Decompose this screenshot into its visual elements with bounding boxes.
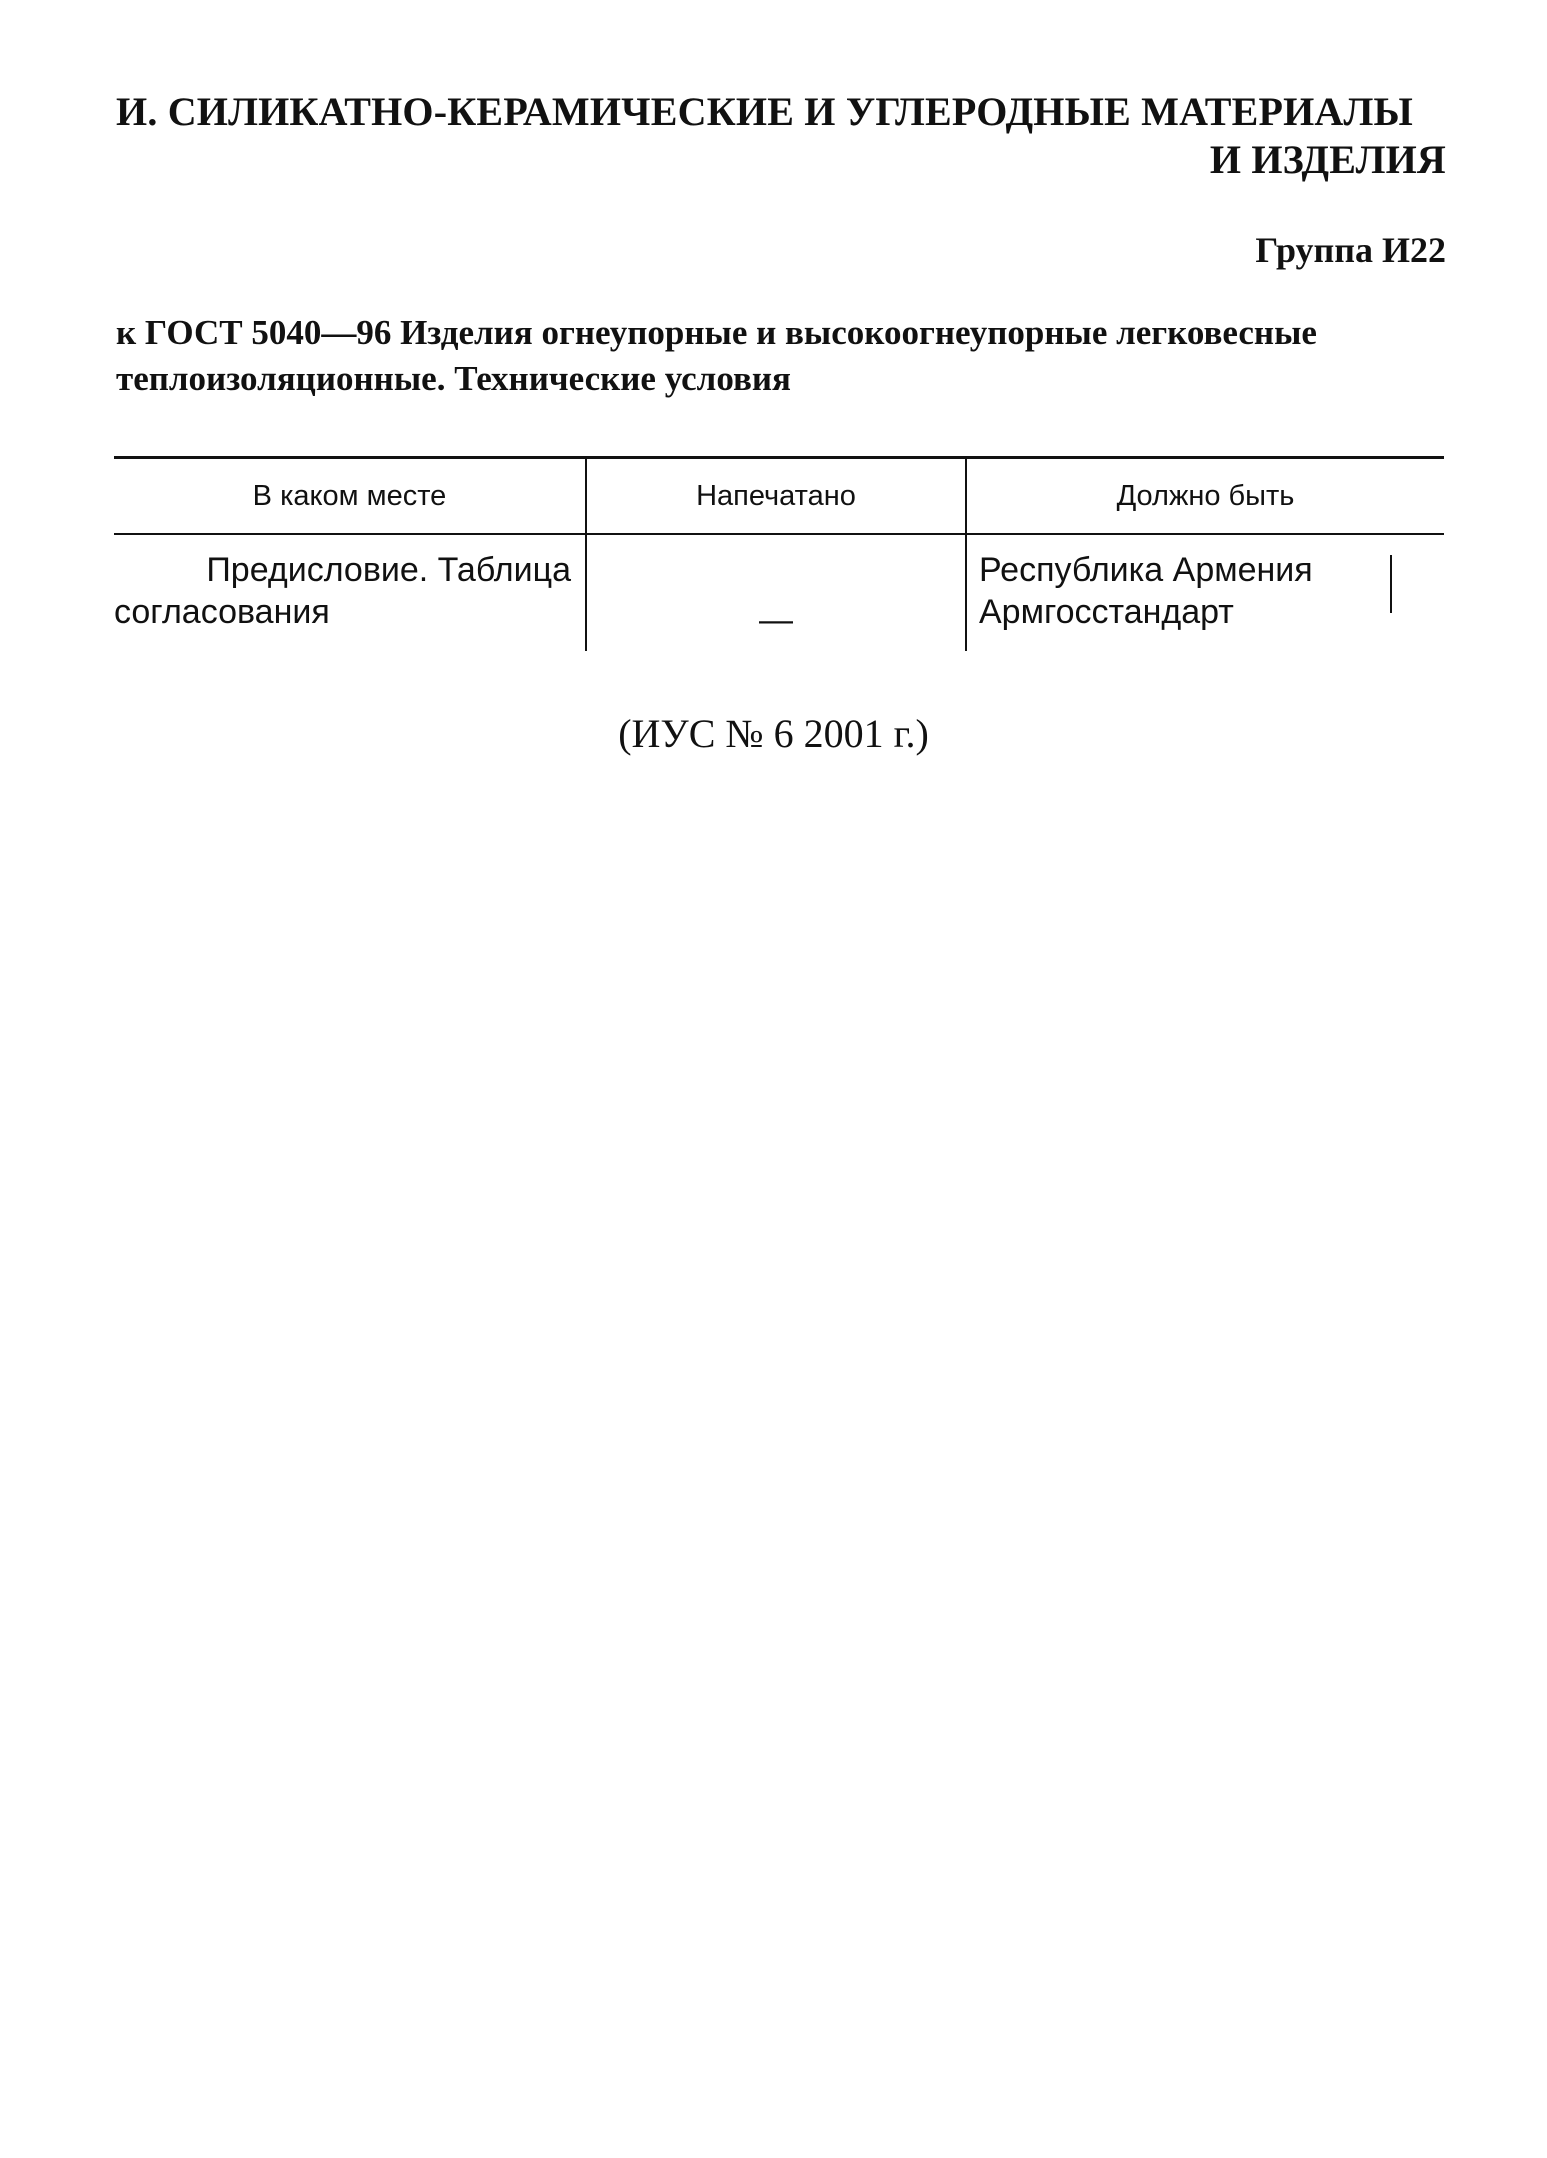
amendment-title-line1: к ГОСТ 5040—96 Изделия огнеупорные и высокоогнеупорные легковесные [116, 313, 1317, 352]
header-printed: Напечатано [586, 458, 966, 535]
cell-place-line2: согласования [114, 593, 330, 631]
section-title-line1: И. СИЛИКАТНО-КЕРАМИЧЕСКИЕ И УГЛЕРОДНЫЕ МАТЕРИАЛЫ [116, 89, 1413, 134]
cell-should-be-line1: Республика Армения [979, 551, 1313, 589]
cell-printed: — [586, 534, 966, 651]
correction-table-wrap [114, 456, 1444, 651]
group-code: Группа И22 [1255, 230, 1446, 270]
amendment-title-line2: теплоизоляционные. Технические условия [116, 359, 791, 398]
table-header-row [114, 458, 1444, 535]
section-title [116, 88, 1446, 184]
cell-should-be-line2: Армгосстандарт [979, 593, 1234, 631]
cell-place [114, 534, 586, 651]
correction-table [114, 456, 1444, 651]
source-reference: (ИУС № 6 2001 г.) [618, 711, 929, 756]
section-title-line2: И ИЗДЕЛИЯ [1209, 137, 1446, 182]
header-should-be: Должно быть [966, 458, 1444, 535]
amendment-title [116, 310, 1446, 402]
table-row [114, 534, 1444, 651]
cell-place-line1: Предисловие. Таблица [206, 551, 571, 589]
cell-should-be [966, 534, 1444, 651]
margin-change-mark [1390, 555, 1392, 613]
header-place: В каком месте [114, 458, 586, 535]
